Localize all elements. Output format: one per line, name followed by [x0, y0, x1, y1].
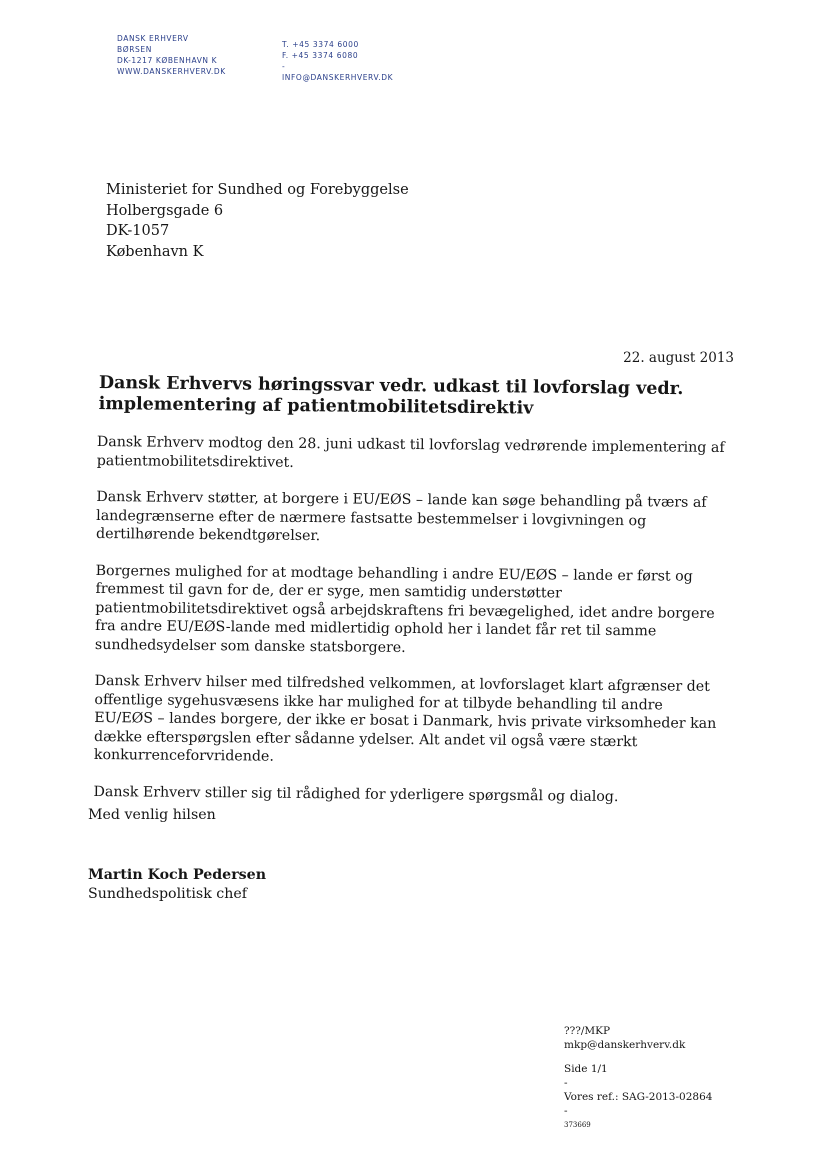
signer-name: Martin Koch Pedersen: [88, 867, 267, 883]
body-paragraph: Dansk Erhverv stiller sig til rådighed for yderligere spørgsmål og dialog.: [93, 783, 619, 805]
letterhead-city: DK-1217 KØBENHAVN K: [117, 56, 218, 65]
letterhead-website: WWW.DANSKERHVERV.DK: [117, 67, 226, 76]
letterhead-dash: -: [282, 62, 286, 71]
letterhead-email: INFO@DANSKERHVERV.DK: [282, 73, 394, 82]
meta-dash: -: [564, 1105, 568, 1117]
letter-subject: Dansk Erhvervs høringssvar vedr. udkast til lovforslag vedr. implementering af patientmobilitetsdirektiv: [98, 373, 684, 419]
meta-spacer: [564, 1052, 712, 1062]
letterhead-building: BØRSEN: [117, 45, 152, 54]
meta-page: Side 1/1: [564, 1063, 608, 1075]
letter-body: [93, 433, 725, 825]
meta-email: mkp@danskerhverv.dk: [564, 1039, 686, 1051]
recipient-street: Holbergsgade 6: [106, 202, 224, 219]
signer-title: Sundhedspolitisk chef: [88, 886, 248, 902]
letterhead-company: DANSK ERHVERV: [117, 34, 189, 43]
body-paragraph: Borgernes mulighed for at modtage behandling i andre EU/EØS – lande er først og fremmest til gavn for de, der er syge, men samtidig understøtter patientmobilitetsdirektivet også arbejdskraftens fri bevægelighed, idet andre borgere fra andre EU/EØS-lande med midlertidig ophold her i landet får ret til samme sundhedsydelser som danske statsborgere.: [94, 562, 715, 656]
recipient-postcode: DK-1057: [106, 223, 170, 239]
body-paragraph: Dansk Erhverv modtog den 28. juni udkast til lovforslag vedrørende implementering af patientmobilitetsdirektivet.: [96, 433, 725, 471]
recipient-name: Ministeriet for Sundhed og Forebyggelse: [106, 182, 409, 198]
closing-salutation: Med venlig hilsen: [88, 807, 216, 823]
document-meta: [564, 1024, 712, 1132]
meta-initials: ???/MKP: [564, 1025, 611, 1037]
body-paragraph: Dansk Erhverv støtter, at borgere i EU/EØS – lande kan søge behandling på tværs af landegrænserne efter de nærmere fastsatte bestemmelser i lovgivningen og dertilhørende bekendtgørelser.: [95, 488, 707, 545]
letterhead-contact: [282, 39, 393, 83]
letterhead-fax: F. +45 3374 6080: [282, 51, 359, 60]
meta-doc-number: 373669: [564, 1121, 591, 1129]
body-paragraph: Dansk Erhverv hilser med tilfredshed velkommen, at lovforslaget klart afgrænser det offentlige sygehusvæsens ikke har mulighed for at tilbyde behandling til andre EU/EØS – landes borgere, der ikke er bosat i Danmark, hvis private virksomheder kan dække efterspørgslen efter sådanne ydelser. Alt andet vil også være stærkt konkurrenceforvridende.: [93, 672, 717, 765]
recipient-city: København K: [106, 243, 204, 260]
letter-date: 22. august 2013: [623, 350, 734, 366]
meta-reference: Vores ref.: SAG-2013-02864: [564, 1091, 713, 1103]
meta-dash: -: [564, 1077, 568, 1089]
letterhead-address: [117, 33, 226, 77]
signature-block: [88, 866, 266, 904]
letterhead-phone: T. +45 3374 6000: [282, 40, 359, 49]
recipient-address: [106, 180, 409, 262]
